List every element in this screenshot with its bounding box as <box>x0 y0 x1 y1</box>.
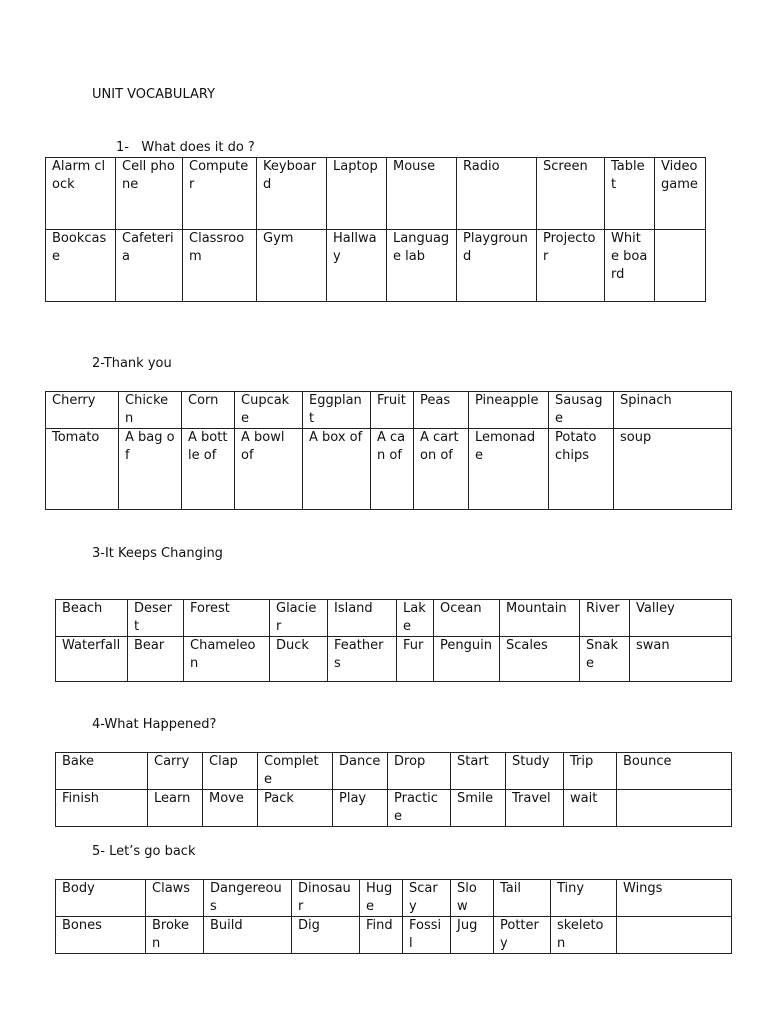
word-cell: Peas <box>414 392 469 429</box>
word-cell: Dangereous <box>204 880 292 917</box>
word-cell: Beach <box>56 600 128 637</box>
word-cell: Bounce <box>617 753 732 790</box>
word-cell: Potato chips <box>549 429 614 510</box>
word-cell <box>655 230 706 302</box>
word-cell: Scary <box>403 880 451 917</box>
word-cell: Corn <box>182 392 235 429</box>
word-cell: Alarm clock <box>46 158 116 230</box>
word-cell: Build <box>204 917 292 954</box>
word-cell: A bag of <box>119 429 182 510</box>
word-cell: Broken <box>146 917 204 954</box>
word-cell: Study <box>506 753 564 790</box>
word-cell: Penguin <box>434 637 500 682</box>
word-cell: Dig <box>292 917 360 954</box>
word-cell: Carry <box>148 753 203 790</box>
word-cell: Mountain <box>500 600 580 637</box>
word-cell: Valley <box>630 600 732 637</box>
section-heading: 2-Thank you <box>92 356 172 371</box>
word-cell: Ocean <box>434 600 500 637</box>
word-cell: Keyboard <box>257 158 327 230</box>
word-cell: Laptop <box>327 158 387 230</box>
word-cell: Fruit <box>371 392 414 429</box>
word-cell: Mouse <box>387 158 457 230</box>
word-cell: A bowl of <box>235 429 303 510</box>
word-cell: wait <box>564 790 617 827</box>
word-cell: Classroom <box>183 230 257 302</box>
word-cell: A bottle of <box>182 429 235 510</box>
word-cell: Computer <box>183 158 257 230</box>
word-cell: Hallway <box>327 230 387 302</box>
word-cell: Tablet <box>605 158 655 230</box>
word-cell: Snake <box>580 637 630 682</box>
word-cell: Forest <box>184 600 270 637</box>
section-heading: 4-What Happened? <box>92 717 217 732</box>
word-cell: Bones <box>56 917 146 954</box>
word-cell: Bear <box>128 637 184 682</box>
word-cell: soup <box>614 429 732 510</box>
word-cell: Screen <box>537 158 605 230</box>
word-cell: Wings <box>617 880 732 917</box>
word-cell: Learn <box>148 790 203 827</box>
word-cell: Radio <box>457 158 537 230</box>
word-cell: Tomato <box>46 429 119 510</box>
word-cell: Cupcake <box>235 392 303 429</box>
word-cell: Lemonade <box>469 429 549 510</box>
word-cell: Finish <box>56 790 148 827</box>
section-heading: 3-It Keeps Changing <box>92 546 223 561</box>
word-cell: Slow <box>451 880 494 917</box>
word-cell: Pineapple <box>469 392 549 429</box>
word-cell: Trip <box>564 753 617 790</box>
word-cell: Scales <box>500 637 580 682</box>
vocabulary-table <box>55 752 732 827</box>
word-cell: Fossil <box>403 917 451 954</box>
word-cell: Eggplant <box>303 392 371 429</box>
word-cell: Find <box>360 917 403 954</box>
word-cell: Duck <box>270 637 328 682</box>
word-cell: Cherry <box>46 392 119 429</box>
word-cell: A can of <box>371 429 414 510</box>
word-cell: Bookcase <box>46 230 116 302</box>
word-cell: Cell phone <box>116 158 183 230</box>
word-cell: Start <box>451 753 506 790</box>
word-cell: Bake <box>56 753 148 790</box>
word-cell: Fur <box>397 637 434 682</box>
word-cell: Dinosaur <box>292 880 360 917</box>
word-cell: Dance <box>333 753 388 790</box>
word-cell: Practice <box>388 790 451 827</box>
word-cell: Move <box>203 790 258 827</box>
word-cell: Chicken <box>119 392 182 429</box>
word-cell: Travel <box>506 790 564 827</box>
word-cell: swan <box>630 637 732 682</box>
word-cell: Smile <box>451 790 506 827</box>
word-cell: Body <box>56 880 146 917</box>
word-cell: Video game <box>655 158 706 230</box>
word-cell: Waterfall <box>56 637 128 682</box>
document-title: UNIT VOCABULARY <box>92 87 216 102</box>
word-cell <box>617 790 732 827</box>
word-cell: Projector <box>537 230 605 302</box>
word-cell: Chameleon <box>184 637 270 682</box>
vocabulary-table <box>55 599 732 682</box>
vocabulary-table <box>45 157 706 302</box>
word-cell: Complete <box>258 753 333 790</box>
word-cell: Feathers <box>328 637 397 682</box>
word-cell: Tiny <box>551 880 617 917</box>
word-cell: Tail <box>494 880 551 917</box>
word-cell: Lake <box>397 600 434 637</box>
word-cell: Drop <box>388 753 451 790</box>
word-cell: Sausage <box>549 392 614 429</box>
word-cell: Jug <box>451 917 494 954</box>
word-cell: Pottery <box>494 917 551 954</box>
word-cell: Pack <box>258 790 333 827</box>
word-cell: Spinach <box>614 392 732 429</box>
section-heading: 1- What does it do ? <box>116 140 255 155</box>
word-cell: Claws <box>146 880 204 917</box>
word-cell: A box of <box>303 429 371 510</box>
word-cell: Cafeteria <box>116 230 183 302</box>
word-cell: Desert <box>128 600 184 637</box>
word-cell <box>617 917 732 954</box>
word-cell: Language lab <box>387 230 457 302</box>
word-cell: Gym <box>257 230 327 302</box>
word-cell: A carton of <box>414 429 469 510</box>
word-cell: Huge <box>360 880 403 917</box>
word-cell: skeleton <box>551 917 617 954</box>
word-cell: River <box>580 600 630 637</box>
word-cell: Play <box>333 790 388 827</box>
vocabulary-table <box>55 879 732 954</box>
vocabulary-table <box>45 391 732 510</box>
word-cell: White board <box>605 230 655 302</box>
section-heading: 5- Let’s go back <box>92 844 196 859</box>
word-cell: Glacier <box>270 600 328 637</box>
word-cell: Clap <box>203 753 258 790</box>
word-cell: Playground <box>457 230 537 302</box>
word-cell: Island <box>328 600 397 637</box>
